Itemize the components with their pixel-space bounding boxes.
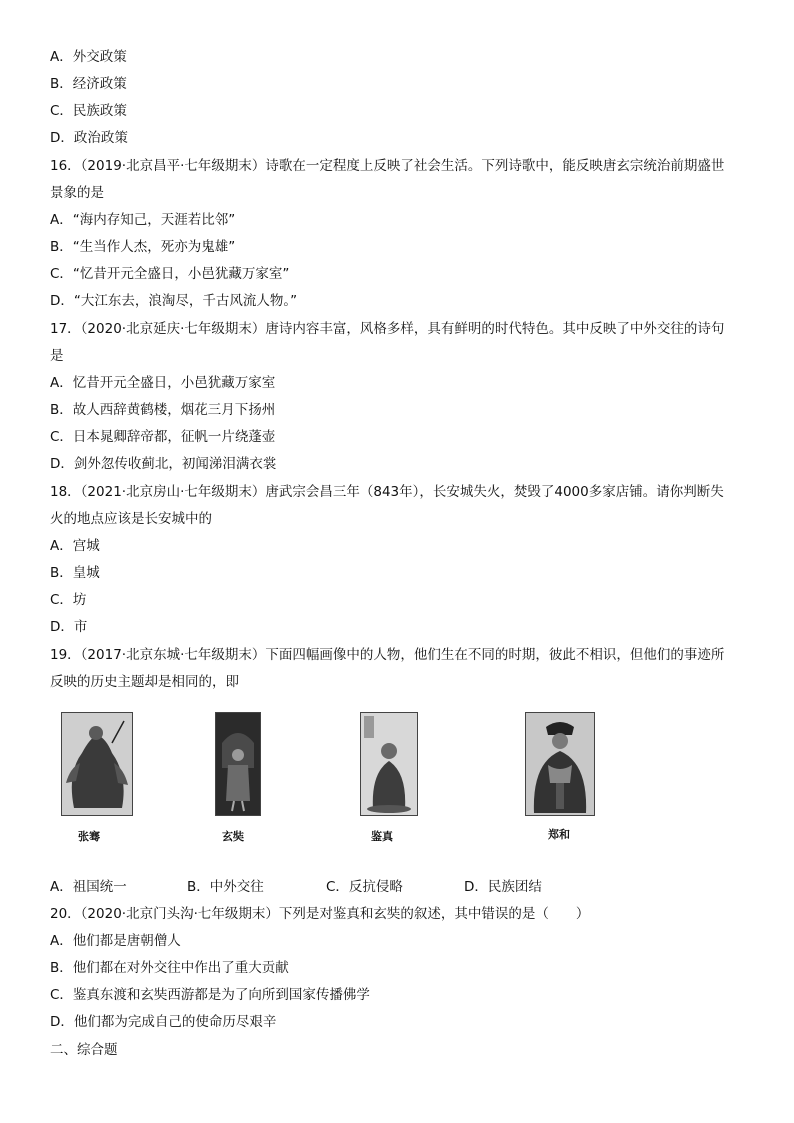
portrait-zheng-he xyxy=(525,712,595,816)
q20-option-d: D．他们都为完成自己的使命历尽艰辛 xyxy=(50,1014,277,1030)
q16-stem-line1: 16．（2019·北京昌平·七年级期末）诗歌在一定程度上反映了社会生活。下列诗歌中，能反映唐玄宗统治前期盛世 xyxy=(50,158,725,174)
q19-stem-line2: 反映的历史主题却是相同的，即 xyxy=(50,674,239,690)
q18-option-b: B．皇城 xyxy=(50,565,100,581)
q15-option-a: A．外交政策 xyxy=(50,49,127,65)
q20-option-b: B．他们都在对外交往中作出了重大贡献 xyxy=(50,960,289,976)
q19-option-d: D．民族团结 xyxy=(464,879,542,895)
portrait-caption-zheng-he: 郑和 xyxy=(548,828,570,841)
q19-option-c: C．反抗侵略 xyxy=(326,879,403,895)
q18-stem-line1: 18．（2021·北京房山·七年级期末）唐武宗会昌三年（843年），长安城失火，焚毁了4000多家店铺。请你判断失 xyxy=(50,484,724,500)
q20-option-a: A．他们都是唐朝僧人 xyxy=(50,933,181,949)
q15-option-c: C．民族政策 xyxy=(50,103,127,119)
section-heading-comprehensive: 二、综合题 xyxy=(50,1042,118,1058)
q18-option-c: C．坊 xyxy=(50,592,87,608)
portrait-xuanzang-art xyxy=(216,713,260,815)
q19-stem-line1: 19．（2017·北京东城·七年级期末）下面四幅画像中的人物，他们生在不同的时期，彼此不相识，但他们的事迹所 xyxy=(50,647,725,663)
portrait-zhang-qian-art xyxy=(62,713,132,815)
q17-option-b: B．故人西辞黄鹤楼，烟花三月下扬州 xyxy=(50,402,276,418)
portrait-caption-zhang-qian: 张骞 xyxy=(78,830,100,843)
q16-option-b: B．“生当作人杰，死亦为鬼雄” xyxy=(50,239,236,255)
q17-option-a: A．忆昔开元全盛日，小邑犹藏万家室 xyxy=(50,375,276,391)
q20-stem: 20．（2020·北京门头沟·七年级期末）下列是对鉴真和玄奘的叙述，其中错误的是（ ） xyxy=(50,906,590,922)
q18-option-a: A．宫城 xyxy=(50,538,100,554)
q18-option-d: D．市 xyxy=(50,619,88,635)
portrait-caption-xuanzang: 玄奘 xyxy=(222,830,244,843)
q17-option-d: D．剑外忽传收蓟北，初闻涕泪满衣裳 xyxy=(50,456,277,472)
portrait-jianzhen xyxy=(360,712,418,816)
q17-stem-line1: 17．（2020·北京延庆·七年级期末）唐诗内容丰富，风格多样，具有鲜明的时代特色。其中反映了中外交往的诗句 xyxy=(50,321,725,337)
q17-stem-line2: 是 xyxy=(50,348,64,364)
q17-option-c: C．日本晁卿辞帝都，征帆一片绕蓬壶 xyxy=(50,429,276,445)
portrait-jianzhen-art xyxy=(361,713,417,815)
q16-option-c: C．“忆昔开元全盛日，小邑犹藏万家室” xyxy=(50,266,290,282)
q19-option-b: B．中外交往 xyxy=(187,879,264,895)
q19-option-a: A．祖国统一 xyxy=(50,879,127,895)
portrait-zheng-he-art xyxy=(526,713,594,815)
q18-stem-line2: 火的地点应该是长安城中的 xyxy=(50,511,212,527)
q16-option-d: D．“大江东去，浪淘尽，千古风流人物。” xyxy=(50,293,298,309)
q16-stem-line2: 景象的是 xyxy=(50,185,104,201)
portrait-xuanzang xyxy=(215,712,261,816)
portrait-caption-jianzhen: 鉴真 xyxy=(371,830,393,843)
portrait-zhang-qian xyxy=(61,712,133,816)
q16-option-a: A．“海内存知己，天涯若比邻” xyxy=(50,212,236,228)
q20-option-c: C．鉴真东渡和玄奘西游都是为了向所到国家传播佛学 xyxy=(50,987,370,1003)
q19-options-row xyxy=(50,878,750,896)
q15-option-d: D．政治政策 xyxy=(50,130,128,146)
q15-option-b: B．经济政策 xyxy=(50,76,127,92)
